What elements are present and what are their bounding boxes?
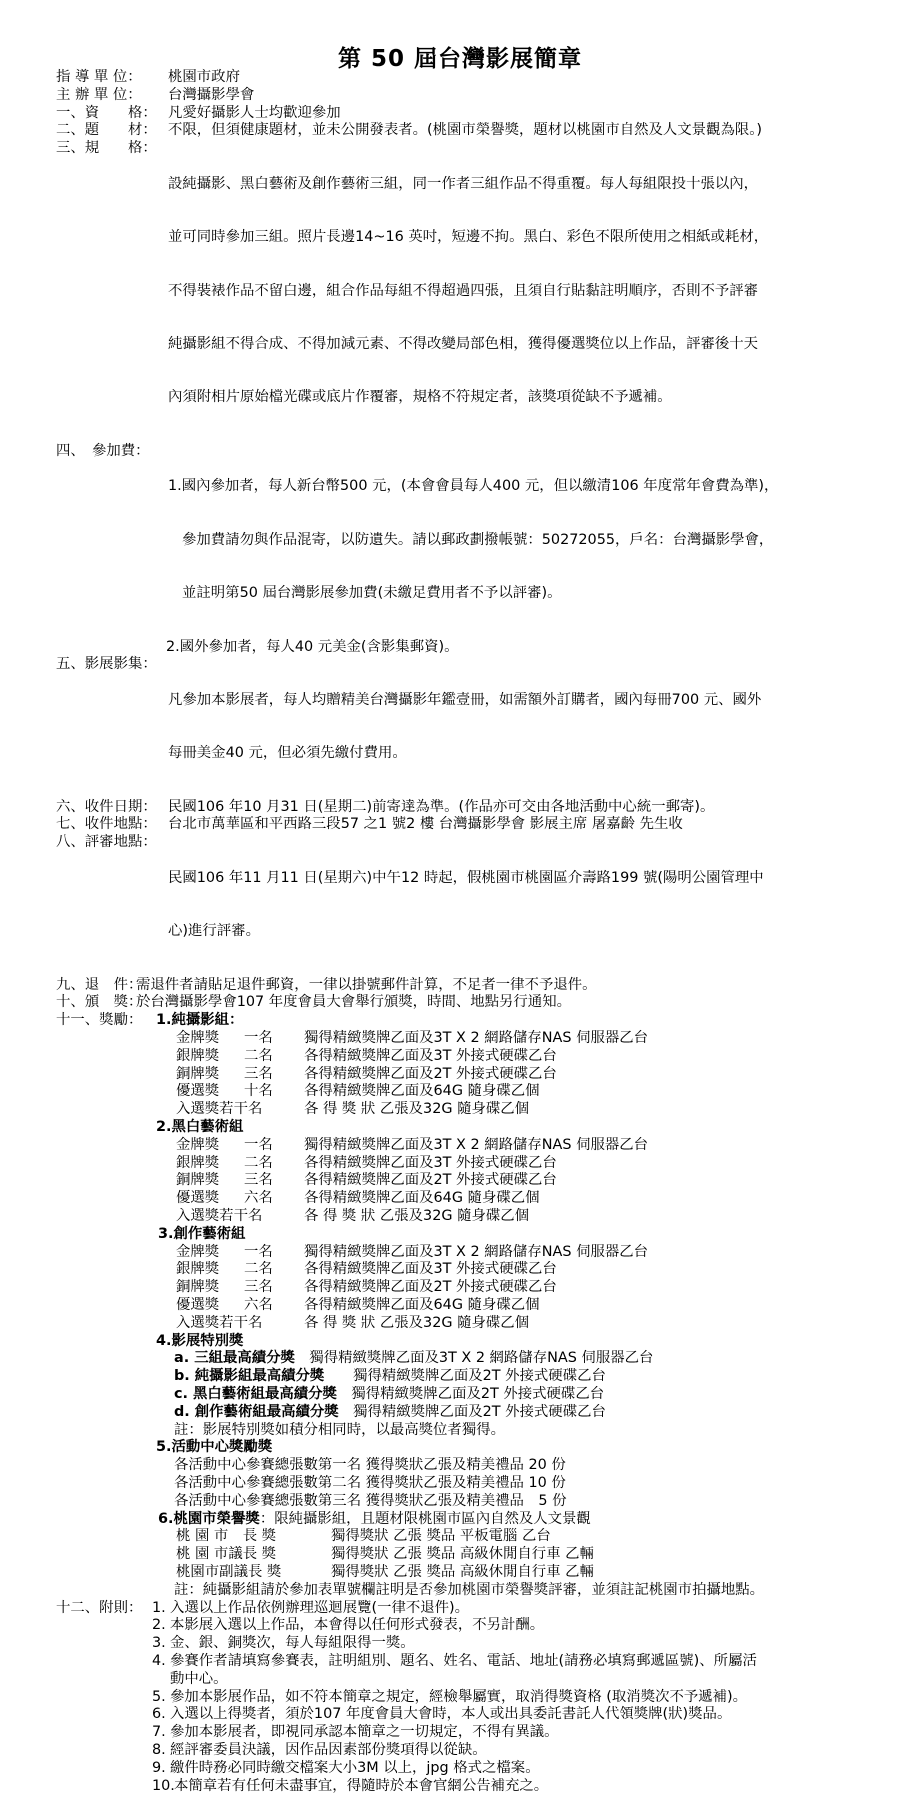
centers-heading-row — [56, 1439, 890, 1457]
special-item — [56, 1386, 890, 1404]
appendix-item — [56, 1742, 890, 1760]
yearbook-line: 每冊美金40 元，但必須先繳付費用。 — [168, 745, 890, 763]
prize-desc: 各得精緻獎牌乙面及3T 外接式硬碟乙台 — [304, 1048, 648, 1066]
prize-name: 銅牌獎 — [176, 1066, 244, 1084]
judging-text — [168, 834, 890, 976]
appendix-text: 入選以上作品依例辦理巡迴展覽(一律不退件)。 — [170, 1600, 890, 1618]
prize-row — [176, 1066, 648, 1084]
honor-heading: 6.桃園市榮譽獎 — [158, 1511, 260, 1527]
prize-group-heading-row — [56, 1119, 890, 1137]
fee-line: 1.國內參加者，每人新台幣500 元，(本會會員每人400 元，但以繳清106 年度常年會費為準)， — [168, 478, 890, 496]
prize-desc: 各 得 獎 狀 乙張及32G 隨身碟乙個 — [304, 1208, 648, 1226]
honor-name: 桃 園 市 長 獎 — [176, 1528, 331, 1546]
appendix-item — [56, 1778, 890, 1795]
info-value: 台灣攝影學會 — [168, 87, 890, 105]
appendix-text: 金、銀、銅獎次，每人每組限得一獎。 — [170, 1635, 890, 1653]
prize-count: 一名 — [244, 1244, 304, 1262]
prize-row — [176, 1048, 648, 1066]
return-row — [56, 977, 890, 995]
special-item — [56, 1350, 890, 1368]
prize-table — [176, 1030, 648, 1119]
rules-line: 內須附相片原始檔光碟或底片作覆審，規格不符規定者，該獎項從缺不予遞補。 — [168, 389, 890, 407]
prize-name: 金牌獎 — [176, 1030, 244, 1048]
fee-line: 參加費請勿與作品混寄，以防遺失。請以郵政劃撥帳號：50272055，戶名：台灣攝影學會， — [168, 532, 890, 550]
prize-row — [176, 1190, 648, 1208]
prize-name: 銅牌獎 — [176, 1279, 244, 1297]
info-label: 六、收件日期： — [56, 799, 168, 817]
prize-row — [176, 1172, 648, 1190]
appendix-text: 繳件時務必同時繳交檔案大小3M 以上，jpg 格式之檔案。 — [170, 1760, 890, 1778]
prize-count: 三名 — [244, 1279, 304, 1297]
centers-item: 各活動中心參賽總張數第二名 獲得獎狀乙張及精美禮品 10 份 — [56, 1475, 890, 1493]
appendix-item — [56, 1706, 890, 1724]
prize-desc: 各得精緻獎牌乙面及64G 隨身碟乙個 — [304, 1190, 648, 1208]
honor-row — [176, 1528, 594, 1546]
fee-label: 四、 參加費： — [56, 443, 168, 639]
prizes-section — [56, 1012, 890, 1030]
appendix-item — [56, 1653, 890, 1689]
rules-label: 三、規 格： — [56, 140, 168, 443]
appendix-item — [56, 1689, 890, 1707]
prize-desc: 獨得精緻獎牌乙面及3T X 2 網路儲存NAS 伺服器乙台 — [304, 1137, 648, 1155]
prize-name: 金牌獎 — [176, 1244, 244, 1262]
prize-name: 優選獎 — [176, 1297, 244, 1315]
prize-desc: 各 得 獎 狀 乙張及32G 隨身碟乙個 — [304, 1101, 648, 1119]
info-label: 指 導 單 位： — [56, 69, 168, 87]
appendix-num: 7. — [152, 1724, 170, 1742]
prize-group-heading-row — [56, 1226, 890, 1244]
prize-count: 六名 — [244, 1297, 304, 1315]
prize-row — [176, 1030, 648, 1048]
prize-desc: 各得精緻獎牌乙面及64G 隨身碟乙個 — [304, 1083, 648, 1101]
appendix-item — [56, 1760, 890, 1778]
appendix-text: 參賽作者請填寫參賽表，註明組別、題名、姓名、電話、地址(請務必填寫郵遞區號)、所屬活 動中心。 — [170, 1653, 890, 1689]
prize-count: 二名 — [244, 1155, 304, 1173]
prize-count: 一名 — [244, 1137, 304, 1155]
prize-count: 十名 — [244, 1083, 304, 1101]
special-item-name: b. 純攝影組最高績分獎 — [174, 1368, 324, 1384]
info-label: 二、題 材： — [56, 122, 168, 140]
prize-desc: 各得精緻獎牌乙面及2T 外接式硬碟乙台 — [304, 1172, 648, 1190]
prize-name: 入選獎若干名 — [176, 1208, 304, 1226]
prize-row — [176, 1315, 648, 1333]
prize-row — [176, 1244, 648, 1262]
prize-name: 優選獎 — [176, 1083, 244, 1101]
info-row — [56, 816, 890, 834]
special-item-name: a. 三組最高績分獎 — [174, 1350, 295, 1366]
info-row — [56, 87, 890, 105]
prize-count: 三名 — [244, 1172, 304, 1190]
appendix-text: 入選以上得獎者，須於107 年度會員大會時，本人或出具委託書託人代領獎牌(狀)獎品。 — [170, 1706, 890, 1724]
special-item-name: c. 黑白藝術組最高績分獎 — [174, 1386, 337, 1402]
prize-desc: 各得精緻獎牌乙面及3T 外接式硬碟乙台 — [304, 1261, 648, 1279]
prize-name: 銅牌獎 — [176, 1172, 244, 1190]
rules-section — [56, 140, 890, 443]
honor-prize: 獨得獎狀 乙張 獎品 高級休閒自行車 乙輛 — [331, 1546, 594, 1564]
document-body — [56, 69, 890, 1795]
prize-desc: 各得精緻獎牌乙面及64G 隨身碟乙個 — [304, 1297, 648, 1315]
special-item — [56, 1404, 890, 1422]
appendix-num: 6. — [152, 1706, 170, 1724]
judging-line: 民國106 年11 月11 日(星期六)中午12 時起，假桃園市桃園區介壽路199 號(陽明公園管理中 — [168, 870, 890, 888]
special-note: 註：影展特別獎如積分相同時，以最高獎位者獨得。 — [56, 1422, 890, 1440]
prize-desc: 各 得 獎 狀 乙張及32G 隨身碟乙個 — [304, 1315, 648, 1333]
yearbook-line: 凡參加本影展者，每人均贈精美台灣攝影年鑑壹冊，如需額外訂購者，國內每冊700 元、國外 — [168, 692, 890, 710]
prize-name: 金牌獎 — [176, 1137, 244, 1155]
appendix-num: 2. — [152, 1617, 170, 1635]
special-heading-row — [56, 1333, 890, 1351]
prize-row — [176, 1261, 648, 1279]
honor-prize: 獨得獎狀 乙張 獎品 高級休閒自行車 乙輛 — [331, 1564, 594, 1582]
ceremony-row — [56, 994, 890, 1012]
appendix-text: 參加本影展者，即視同承認本簡章之一切規定，不得有異議。 — [170, 1724, 890, 1742]
info-label: 七、收件地點： — [56, 816, 168, 834]
rules-line: 並可同時參加三組。照片長邊14~16 英吋，短邊不拘。黑白、彩色不限所使用之相紙或耗材， — [168, 229, 890, 247]
info-value: 凡愛好攝影人士均歡迎參加 — [168, 105, 890, 123]
appendix-text: 經評審委員決議，因作品因素部份獎項得以從缺。 — [170, 1742, 890, 1760]
prize-row — [176, 1155, 648, 1173]
special-heading: 4.影展特別獎 — [156, 1333, 243, 1349]
appendix-item — [56, 1635, 890, 1653]
prize-group-heading: 3.創作藝術組 — [158, 1226, 245, 1242]
appendix-num: 1. — [152, 1600, 170, 1618]
prize-desc: 各得精緻獎牌乙面及2T 外接式硬碟乙台 — [304, 1279, 648, 1297]
appendix-label: 十二、附則： — [56, 1600, 152, 1618]
honor-prize: 獨得獎狀 乙張 獎品 平板電腦 乙台 — [331, 1528, 594, 1546]
info-row — [56, 122, 890, 140]
prize-desc: 獨得精緻獎牌乙面及3T X 2 網路儲存NAS 伺服器乙台 — [304, 1030, 648, 1048]
rules-line: 設純攝影、黑白藝術及創作藝術三組，同一作者三組作品不得重覆。每人每組限投十張以內， — [168, 176, 890, 194]
info-value: 不限，但須健康題材，並未公開發表者。(桃園市榮譽獎，題材以桃園市自然及人文景觀為限。) — [168, 122, 890, 140]
prize-table — [176, 1244, 648, 1333]
prize-count: 三名 — [244, 1066, 304, 1084]
info-label: 主 辦 單 位： — [56, 87, 168, 105]
prize-group-heading: 1.純攝影組： — [156, 1012, 243, 1030]
prize-row — [176, 1208, 648, 1226]
page-title: 第 50 屆台灣影展簡章 — [0, 40, 920, 73]
appendix-num: 8. — [152, 1742, 170, 1760]
prize-row — [176, 1297, 648, 1315]
appendix-num: 4. — [152, 1653, 170, 1689]
special-item-prize: 獨得精緻獎牌乙面及2T 外接式硬碟乙台 — [353, 1368, 606, 1384]
appendix-text: 參加本影展作品，如不符本簡章之規定，經檢舉屬實，取消得獎資格 (取消獎次不予遞補)。 — [170, 1689, 890, 1707]
prize-row — [176, 1083, 648, 1101]
prize-count: 六名 — [244, 1190, 304, 1208]
judging-label: 八、評審地點： — [56, 834, 168, 976]
prize-name: 入選獎若干名 — [176, 1315, 304, 1333]
special-item — [56, 1368, 890, 1386]
ceremony-label: 十、頒 獎： — [56, 994, 136, 1012]
prize-name: 優選獎 — [176, 1190, 244, 1208]
ceremony-value: 於台灣攝影學會107 年度會員大會舉行頒獎，時間、地點另行通知。 — [136, 994, 890, 1012]
rules-line: 純攝影組不得合成、不得加減元素、不得改變局部色相，獲得優選獎位以上作品，評審後十天 — [168, 336, 890, 354]
prize-name: 銀牌獎 — [176, 1048, 244, 1066]
prizes-label: 十一、獎勵： — [56, 1012, 156, 1030]
rules-line: 不得裝裱作品不留白邊，組合作品每組不得超過四張，且須自行貼黏註明順序，否則不予評審 — [168, 283, 890, 301]
prize-count: 二名 — [244, 1048, 304, 1066]
appendix-text: 本影展入選以上作品，本會得以任何形式發表，不另計酬。 — [170, 1617, 890, 1635]
special-item-prize: 獨得精緻獎牌乙面及2T 外接式硬碟乙台 — [353, 1404, 606, 1420]
fee-foreign: 2.國外參加者，每人40 元美金(含影集郵資)。 — [56, 639, 890, 657]
honor-desc: ：限純攝影組，且題材限桃園市區內自然及人文景觀 — [260, 1511, 591, 1527]
info-row — [56, 105, 890, 123]
prize-row — [176, 1279, 648, 1297]
yearbook-section — [56, 656, 890, 798]
prize-count: 一名 — [244, 1030, 304, 1048]
prize-group-heading: 2.黑白藝術組 — [156, 1119, 243, 1135]
appendix-item — [56, 1617, 890, 1635]
yearbook-label: 五、影展影集： — [56, 656, 168, 798]
info-label: 一、資 格： — [56, 105, 168, 123]
appendix-item — [56, 1600, 890, 1618]
prize-name: 銀牌獎 — [176, 1261, 244, 1279]
appendix-item — [56, 1724, 890, 1742]
appendix-num: 5. — [152, 1689, 170, 1707]
honor-row — [176, 1546, 594, 1564]
return-label: 九、退 件： — [56, 977, 136, 995]
appendix-num: 9. — [152, 1760, 170, 1778]
special-item-prize: 獨得精緻獎牌乙面及2T 外接式硬碟乙台 — [351, 1386, 604, 1402]
info-row — [56, 69, 890, 87]
appendix-text: 本簡章若有任何未盡事宜，得隨時於本會官網公告補充之。 — [174, 1778, 890, 1795]
prize-table — [176, 1137, 648, 1226]
info-value: 民國106 年10 月31 日(星期二)前寄達為準。(作品亦可交由各地活動中心統一郵寄)。 — [168, 799, 890, 817]
special-item-name: d. 創作藝術組最高績分獎 — [174, 1404, 339, 1420]
appendix-num: 10. — [152, 1778, 174, 1795]
appendix-num: 3. — [152, 1635, 170, 1653]
judging-section — [56, 834, 890, 976]
fee-text — [168, 443, 890, 639]
fee-line: 並註明第50 屆台灣影展參加費(未繳足費用者不予以評審)。 — [168, 585, 890, 603]
prize-desc: 獨得精緻獎牌乙面及3T X 2 網路儲存NAS 伺服器乙台 — [304, 1244, 648, 1262]
prize-row — [176, 1101, 648, 1119]
prize-desc: 各得精緻獎牌乙面及3T 外接式硬碟乙台 — [304, 1155, 648, 1173]
fee-section — [56, 443, 890, 639]
rules-text — [168, 140, 890, 443]
special-item-prize: 獨得精緻獎牌乙面及3T X 2 網路儲存NAS 伺服器乙台 — [309, 1350, 653, 1366]
honor-name: 桃 園 市議長 獎 — [176, 1546, 331, 1564]
prize-name: 入選獎若干名 — [176, 1101, 304, 1119]
honor-name: 桃園市副議長 獎 — [176, 1564, 331, 1582]
prize-desc: 各得精緻獎牌乙面及2T 外接式硬碟乙台 — [304, 1066, 648, 1084]
prize-name: 銀牌獎 — [176, 1155, 244, 1173]
info-row — [56, 799, 890, 817]
centers-item: 各活動中心參賽總張數第一名 獲得獎狀乙張及精美禮品 20 份 — [56, 1457, 890, 1475]
info-value: 台北市萬華區和平西路三段57 之1 號2 樓 台灣攝影學會 影展主席 屠嘉齡 先生收 — [168, 816, 890, 834]
return-value: 需退件者請貼足退件郵資，一律以掛號郵件計算，不足者一律不予退件。 — [136, 977, 890, 995]
prize-row — [176, 1137, 648, 1155]
honor-heading-row — [56, 1511, 890, 1529]
honor-note: 註：純攝影組請於參加表單號欄註明是否參加桃園市榮譽獎評審，並須註記桃園市拍攝地點。 — [56, 1582, 890, 1600]
centers-item: 各活動中心參賽總張數第三名 獲得獎狀乙張及精美禮品 5 份 — [56, 1493, 890, 1511]
centers-heading: 5.活動中心獎勵獎 — [156, 1439, 272, 1455]
yearbook-text — [168, 656, 890, 798]
honor-row — [176, 1564, 594, 1582]
prize-count: 二名 — [244, 1261, 304, 1279]
honor-table — [176, 1528, 594, 1581]
info-value: 桃園市政府 — [168, 69, 890, 87]
judging-line: 心)進行評審。 — [168, 923, 890, 941]
